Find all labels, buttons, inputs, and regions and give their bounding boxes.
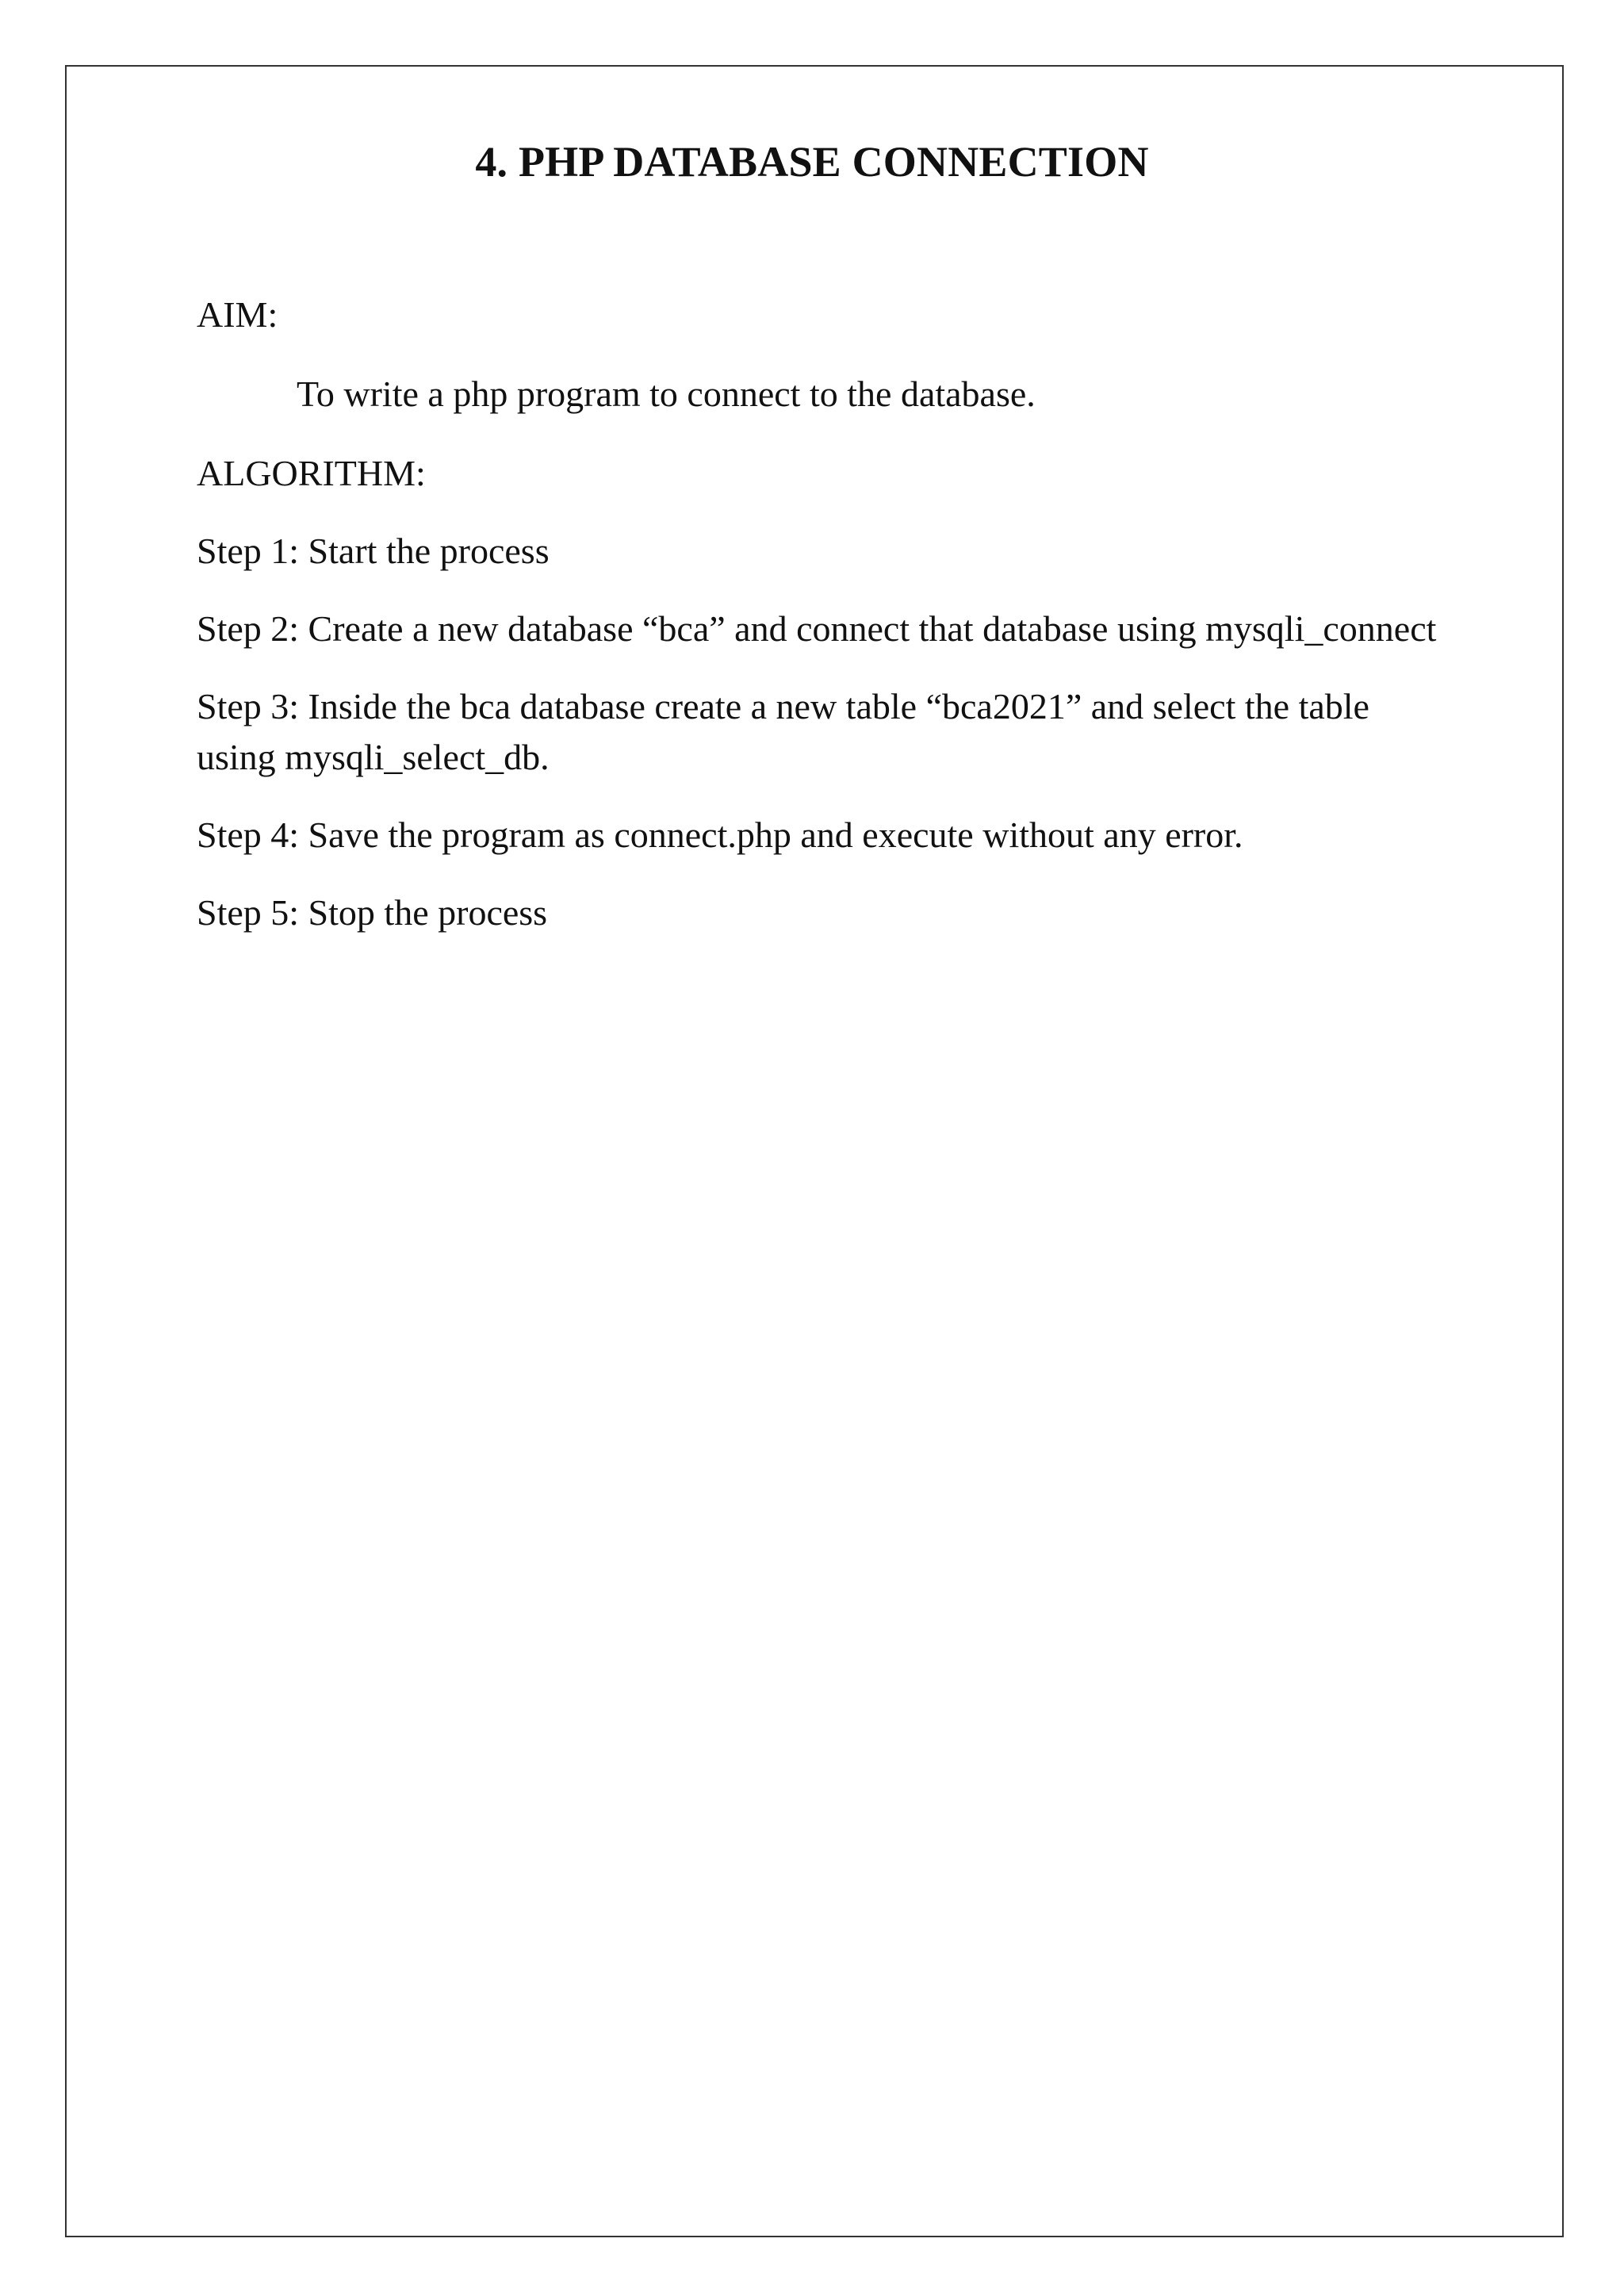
step-5: Step 5: Stop the process (197, 892, 548, 933)
aim-heading: AIM: (197, 294, 278, 335)
step-2: Step 2: Create a new database “bca” and connect that database using mysqli_connect (197, 608, 1437, 649)
step-3: Step 3: Inside the bca database create a new table “bca2021” and select the table using mysqli_select_db. (197, 686, 1369, 777)
step-1: Step 1: Start the process (197, 531, 550, 571)
step-4: Step 4: Save the program as connect.php and execute without any error. (197, 815, 1243, 855)
aim-text: To write a php program to connect to the database. (297, 374, 1036, 414)
document-body (197, 289, 1450, 938)
algorithm-heading: ALGORITHM: (197, 453, 426, 493)
document-title: 4. PHP DATABASE CONNECTION (475, 138, 1149, 186)
